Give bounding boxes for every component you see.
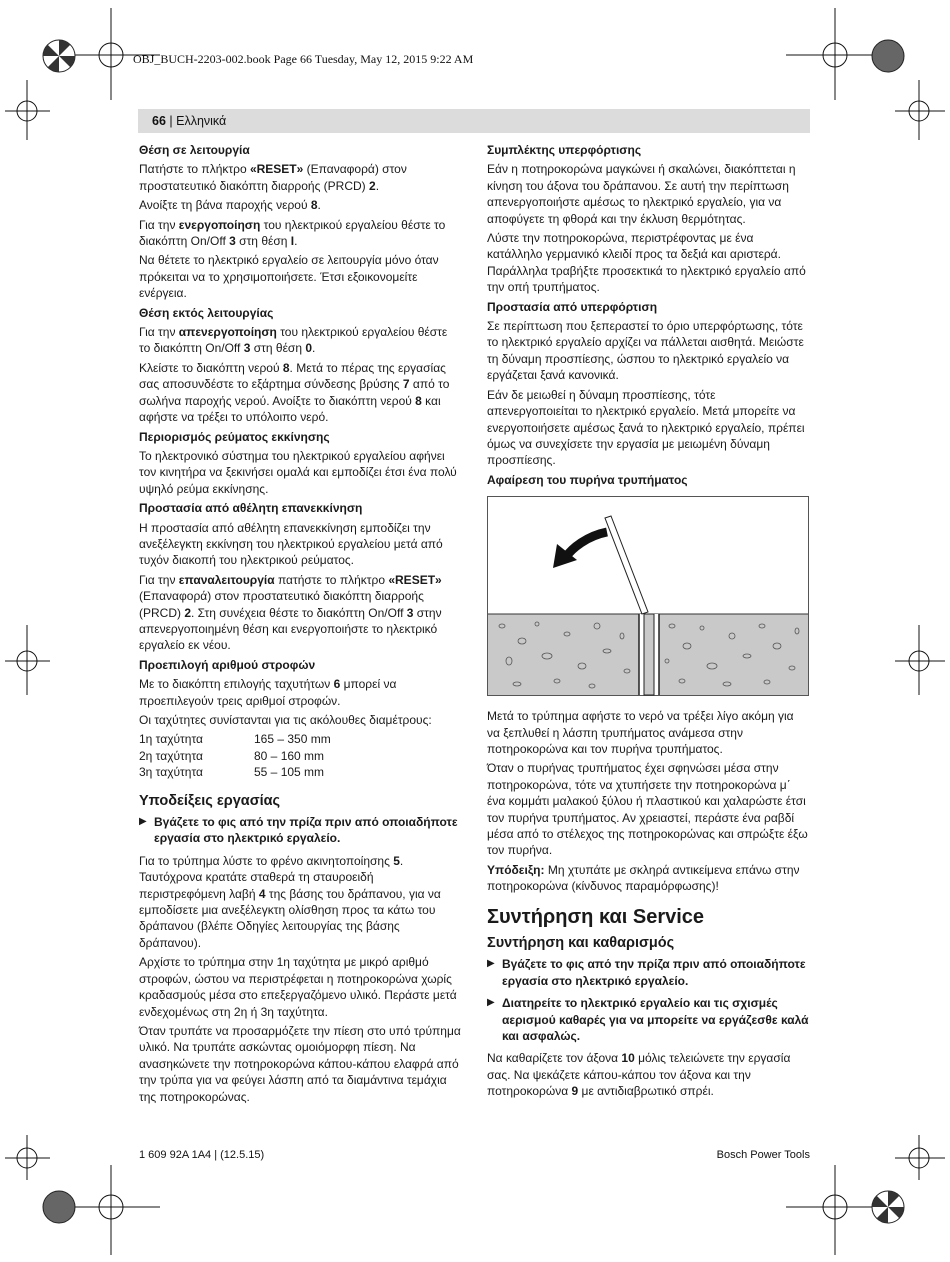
heading-core-removal: Αφαίρεση του πυρήνα τρυπήματος [487,472,688,487]
grey-disc [872,40,904,72]
heading-speed-preselection: Προεπιλογή αριθμού στροφών [139,657,316,672]
crop-registration-mark [786,8,884,100]
heading-switch-off: Θέση εκτός λειτουργίας [139,305,274,320]
heading-maintenance-cleaning: Συντήρηση και καθαρισμός [487,935,675,951]
crop-registration-mark [5,625,50,695]
paragraph: Λύστε την ποτηροκορώνα, περιστρέφοντας με ένα κατάλληλο γερμανικό κλειδί προς τα δεξιά και αριστερά. Παράλληλα τραβήξτε προσεκτικά το ηλεκτρικό εργαλείο από την οπή τρυπήματος. [487,231,806,295]
crop-registration-mark [5,80,50,140]
grey-disc [43,1191,75,1223]
paragraph: Σε περίπτωση που ξεπεραστεί το όριο υπερφόρτωσης, τότε το ηλεκτρικό εργαλείο αρχίζει να πάλλεται αισθητά. Μειώστε τη δύναμη προσπίεσης, ώσπου το ηλεκτρικό εργαλείο να εργάζεται ξανά κανονικά. [487,319,804,383]
crop-registration-mark [786,1165,884,1255]
paragraph: Για την ενεργοποίηση του ηλεκτρικού εργαλείου θέστε το διακόπτη On/Off 3 στη θέση I. [139,217,446,249]
warning-bullet: ▶ Βγάζετε το φις από την πρίζα πριν από οποιαδήποτε εργασία στο ηλεκτρικό εργαλείο. [487,957,806,988]
right-column [487,142,809,1103]
page-number: 66 [152,114,166,128]
crop-registration-mark [895,80,945,140]
heading-restart-protection: Προστασία από αθέλητη επανεκκίνηση [139,501,363,516]
table-row: 1η ταχύτητα 165 – 350 mm [139,732,331,747]
color-wheel [872,1191,904,1223]
paragraph: Κλείστε το διακόπτη νερού 8. Μετά το πέρας της εργασίας σας αποσυνδέστε το εξάρτημα σύνδεσης βρύσης 7 από το σωλήνα παροχής νερού. Ανοίξτε το διακόπτη νερού 8 και αφήστε να τρέξει το υπόλοιπο νερό. [139,360,450,425]
paragraph: Όταν ο πυρήνας τρυπήματος έχει σφηνώσει μέσα στην ποτηροκορώνα, τότε να χτυπήσετε την ποτηροκορώνα μ΄ ένα κομμάτι μαλακού ξύλου ή πλαστικού και χαλαρώστε έτσι τον πυρήνα τρυπήματος. Αν χρειαστεί, περάστε ένα ραβδί μέσα από το στέλεχος της ποτηροκορώνας και σπρώξτε έξω τον πυρήνα. [487,761,808,858]
heading-start-current: Περιορισμός ρεύματος εκκίνησης [139,429,330,444]
bullet-triangle-icon: ▶ [487,958,495,970]
drill-core [644,614,654,695]
footer-document-number: 1 609 92A 1A4 | (12.5.15) [139,1149,265,1161]
crop-registration-mark [895,625,945,695]
paragraph: Η προστασία από αθέλητη επανεκκίνηση εμποδίζει την ανεξέλεγκτη εκκίνηση του ηλεκτρικού εργαλείου μετά από τυχόν διακοπή του ηλεκτρικού ρεύματος. [139,520,443,568]
bullet-triangle-icon: ▶ [487,997,495,1009]
warning-bullet: ▶ Βγάζετε το φις από την πρίζα πριν από οποιαδήποτε εργασία στο ηλεκτρικό εργαλείο. [139,815,458,846]
paragraph: Οι ταχύτητες συνίστανται για τις ακόλουθες διαμέτρους: [139,713,432,727]
warning-bullet: ▶ Διατηρείτε το ηλεκτρικό εργαλείο και τις σχισμές αερισμού καθαρές για να μπορείτε να εργάζεσθε καλά και ασφαλώς. [487,996,809,1044]
crop-registration-mark [62,8,160,100]
page-header: 66 | Ελληνικά [138,109,810,133]
footer-brand: Bosch Power Tools [716,1149,810,1161]
paragraph: Να καθαρίζετε τον άξονα 10 μόλις τελειώνετε την εργασία σας. Να ψεκάζετε κάπου-κάπου τον άξονα και την ποτηροκορώνα 9 με αντιδιαβρωτικό σπρέι. [487,1051,791,1099]
crop-registration-mark [895,1135,945,1180]
paragraph: Μετά το τρύπημα αφήστε το νερό να τρέξει λίγο ακόμη για να ξεπλυθεί η λάσπη τρυπήματος ανάμεσα στην ποτηροκορώνα και τον πυρήνα τρυπήματος. [487,709,794,756]
paragraph: Εάν δε μειωθεί η δύναμη προσπίεσης, τότε απενεργοποιείται το ηλεκτρικό εργαλείο. Μετά μπορείτε να ενεργοποιήσετε αμέσως ξανά το ηλεκτρικό εργαλείο, πρέπει όμως να συνεχίσετε την εργασία με μειωμένη δύναμη προσπίεσης. [487,387,805,468]
paragraph: Για το τρύπημα λύστε το φρένο ακινητοποίησης 5. Ταυτόχρονα κρατάτε σταθερά τη σταυροειδή περιστρεφόμενη λαβή 4 της βάσης του δράπανου, για να εμποδίσετε μια ανεξέλεγκτη ολίσθηση προς τα κάτω του δράπανου (βλέπε Οδηγίες λειτουργίας της βάσης δράπανου). [139,853,441,950]
left-column [139,142,461,1108]
color-wheel [43,40,75,72]
heading-overload-clutch: Συμπλέκτης υπερφόρτισης [487,143,642,157]
heading-switch-on: Θέση σε λειτουργία [139,143,250,157]
table-row: 2η ταχύτητα 80 – 160 mm [139,748,325,763]
speed-table [139,731,331,780]
paragraph: Όταν τρυπάτε να προσαρμόζετε την πίεση στο υπό τρύπημα υλικό. Να τρυπάτε ασκώντας ομοιόμορφη πίεση. Να ανασηκώνετε την ποτηροκορώνα κάπου-κάπου ελαφρά από την τρύπα για να φεύγει λάσπη από τα διαμάντινα τεμάχια της ποτηροκορώνας. [139,1023,461,1104]
heading-working-tips: Υποδείξεις εργασίας [139,792,281,809]
paragraph: Το ηλεκτρονικό σύστημα του ηλεκτρικού εργαλείου αφήνει τον κινητήρα να ξεκινήσει ομαλά και εμποδίζει έτσι ένα πολύ υψηλό ρεύμα εκκίνησης. [139,448,457,496]
paragraph: Αρχίστε το τρύπημα στην 1η ταχύτητα με μικρό αριθμό στροφών, ώστου να περιστρέφεται η ποτηροκορώνα χωρίς κραδασμούς μέσα στο επεξεργαζόμενο υλικό. Περάστε μετά ενδεχομένως στη 2η ή 3η ταχύτητα. [139,955,457,1019]
section-language: Ελληνικά [176,114,227,128]
paragraph: Εάν η ποτηροκορώνα μαγκώνει ή σκαλώνει, διακόπτεται η κίνηση του άξονα του δράπανου. Σε αυτή την περίπτωση απενεργοποιήστε αμέσως το ηλεκτρικό εργαλείο, για να αποφύγετε τη φθορά και την έκλυση θερμότητας. [487,162,796,226]
paragraph: Με το διακόπτη επιλογής ταχυτήτων 6 μπορεί να προεπιλεγούν τρεις αριθμοί στροφών. [139,677,397,708]
paragraph: Ανοίξτε τη βάνα παροχής νερού 8. [139,198,321,213]
bullet-triangle-icon: ▶ [139,816,147,828]
print-slug: OBJ_BUCH-2203-002.book Page 66 Tuesday, May 12, 2015 9:22 AM [133,52,474,66]
note: Υπόδειξη: Μη χτυπάτε με σκληρά αντικείμενα επάνω στην ποτηροκορώνα (κίνδυνος παραμόρφωσης)! [487,862,800,894]
table-row: 3η ταχύτητα 55 – 105 mm [139,765,325,780]
heading-maintenance-service: Συντήρηση και Service [487,905,705,928]
heading-overload-protection: Προστασία από υπερφόρτιση [487,299,658,314]
crop-registration-mark [62,1165,160,1255]
paragraph: Για την επαναλειτουργία πατήστε το πλήκτρο «RESET» (Επαναφορά) στον προστατευτικό διακόπτη διαρροής (PRCD) 2. Στη συνέχεια θέστε το διακόπτη On/Off 3 στην απενεργοποιημένη θέση και ενεργοποιήστε το ηλεκτρικό εργαλείο εκ νέου. [139,572,442,653]
paragraph: Για την απενεργοποίηση του ηλεκτρικού εργαλείου θέστε το διακόπτη On/Off 3 στη θέση 0. [139,325,448,356]
core-removal-illustration [487,496,809,696]
paragraph: Να θέτετε το ηλεκτρικό εργαλείο σε λειτουργία μόνο όταν πρόκειται να το χρησιμοποιήσετε. Έτσι εξοικονομείτε ενέργεια. [139,253,439,301]
crop-registration-mark [5,1135,50,1180]
paragraph: Πατήστε το πλήκτρο «RESET» (Επαναφορά) στον προστατευτικό διακόπτη διαρροής (PRCD) 2. [139,162,407,193]
